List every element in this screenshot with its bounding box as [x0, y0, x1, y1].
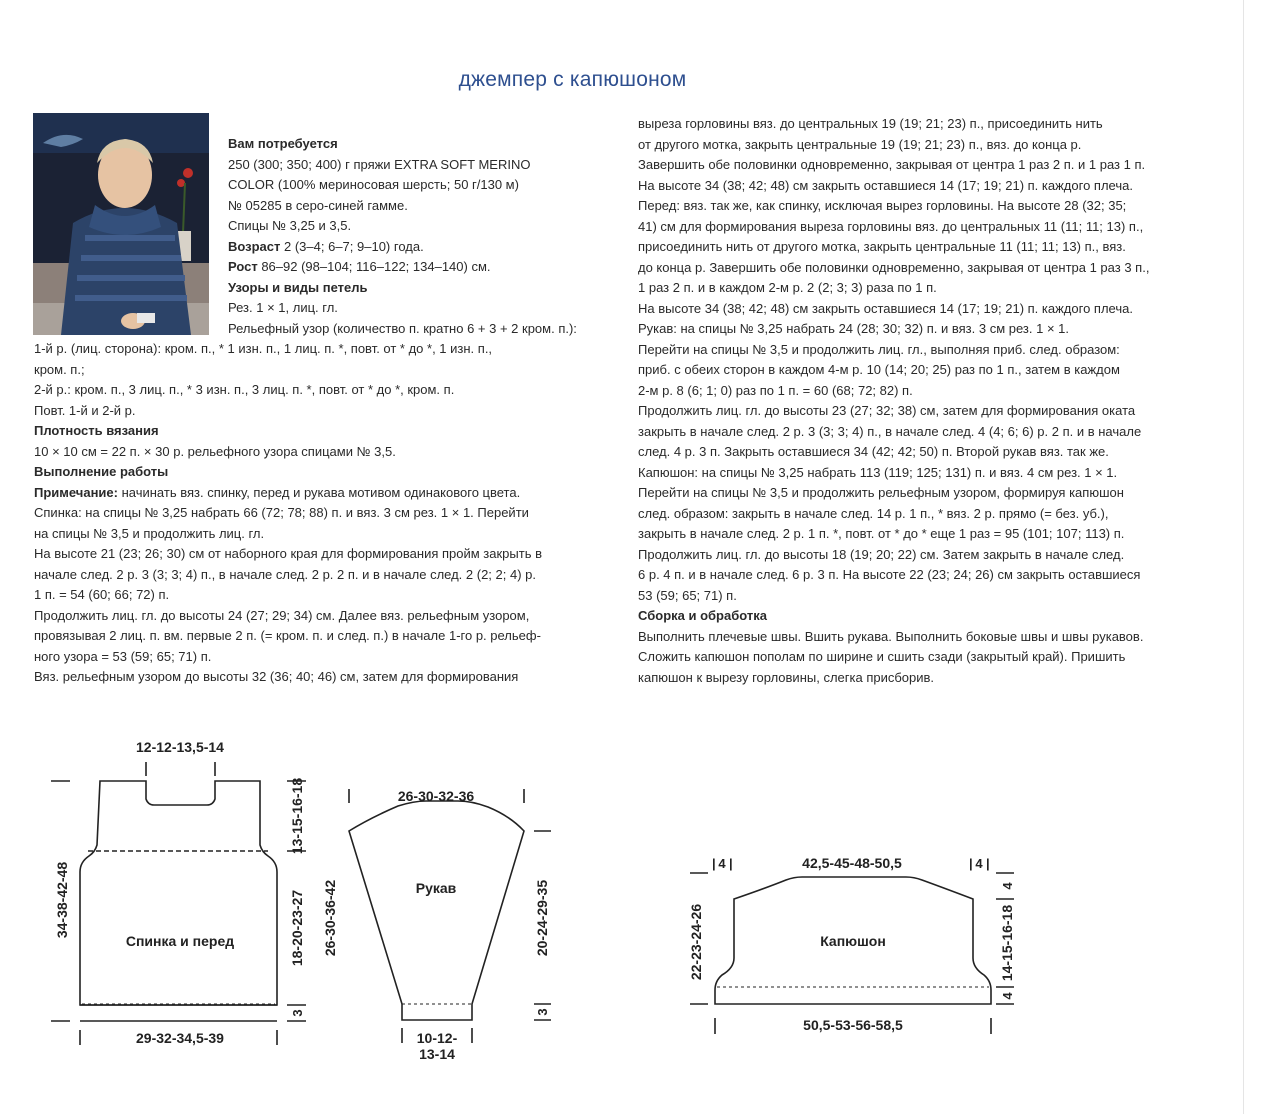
body-armhole-height: 13-15-16-18 — [289, 777, 305, 855]
right-col-line: 1 раз 2 п. и в каждом 2-м р. 2 (2; 3; 3) раза по 1 п. — [638, 280, 937, 295]
left-intro-line: Рез. 1 × 1, лиц. гл. — [228, 300, 338, 315]
section-heading: Сборка и обработка — [638, 608, 767, 623]
svg-text:|: | — [729, 856, 733, 871]
svg-text:|: | — [986, 856, 990, 871]
left-body-line: Спинка: на спицы № 3,25 набрать 66 (72; 78; 88) п. и вяз. 3 см рез. 1 × 1. Перейти — [34, 505, 529, 520]
left-body-line: 1-й р. (лиц. сторона): кром. п., * 1 изн. п., 1 лиц. п. *, повт. от * до *, 1 изн. п., — [34, 341, 493, 356]
right-col-line: закрыть в начале след. 2 р. 1 п. *, повт. от * до * еще 1 раз = 95 (101; 107; 113) п. — [638, 526, 1125, 541]
left-intro-line: Спицы № 3,25 и 3,5. — [228, 218, 352, 233]
hood-bottom-width: 50,5-53-56-58,5 — [803, 1017, 903, 1033]
left-body-line: На высоте 21 (23; 26; 30) см от наборного края для формирования пройм закрыть в — [34, 546, 542, 561]
right-col-line: Рукав: на спицы № 3,25 набрать 24 (28; 30; 32) п. и вяз. 3 см рез. 1 × 1. — [638, 321, 1069, 336]
right-col-line: Сложить капюшон пополам по ширине и сшить сзади (закрытый край). Пришить — [638, 649, 1126, 664]
model-photo — [33, 113, 209, 335]
right-col-line: капюшон к вырезу горловины, слегка присборив. — [638, 669, 935, 685]
right-col-line: 6 р. 4 п. и в начале след. 6 р. 3 п. На высоте 22 (23; 24; 26) см закрыть оставшиеся — [638, 567, 1141, 582]
body-side-height: 18-20-23-27 — [289, 889, 305, 967]
hood-side-height: 14-15-16-18 — [999, 904, 1015, 982]
hood-top-width: 42,5-45-48-50,5 — [802, 855, 902, 871]
line-text: 2 (3–4; 6–7; 9–10) года. — [280, 238, 424, 254]
body-total-height: 34-38-42-48 — [54, 861, 70, 939]
left-body-line: начале след. 2 р. 3 (3; 3; 4) п., в начале след. 2 р. 2 п. и в начале след. 2 (2; 2; 4) р. — [34, 566, 536, 582]
left-intro-line — [228, 237, 424, 257]
left-body-line: провязывая 2 лиц. п. вм. первые 2 п. (= кром. п. и след. п.) в начале 1-го р. рельеф- — [34, 628, 541, 643]
line-text: 86–92 (98–104; 116–122; 134–140) см. — [257, 259, 491, 274]
hood-left-edge: 4 — [718, 856, 726, 871]
svg-text:|: | — [969, 856, 973, 871]
page-title: джемпер с капюшоном — [458, 68, 687, 91]
sleeve-top-width: 26-30-32-36 — [397, 788, 475, 804]
right-col-line: след. образом: закрыть в начале след. 14 р. 1 п., * вяз. 2 р. прямо (= без. уб.), — [638, 505, 1109, 521]
right-col-line: до конца р. Завершить обе половинки одновременно, закрывая от центра 1 раз 3 п., — [638, 259, 1150, 275]
right-col-line: выреза горловины вяз. до центральных 19 (19; 21; 23) п., присоединить нить — [638, 116, 1103, 131]
body-bottom-width: 29-32-34,5-39 — [136, 1030, 224, 1046]
hood-piece-name: Капюшон — [820, 933, 886, 949]
body-piece-name: Спинка и перед — [125, 933, 235, 949]
left-body-line: Вяз. рельефным узором до высоты 32 (36; 40; 46) см, затем для формирования — [34, 669, 519, 684]
body-rib-height: 3 — [290, 1009, 305, 1017]
right-col-line: от другого мотка, закрыть центральные 19 (19; 21; 23) п., вяз. до конца р. — [638, 136, 1082, 152]
right-col-line: 2-м р. 8 (6; 1; 0) раз по 1 п. = 60 (68; 72; 82) п. — [638, 382, 913, 398]
left-intro-line: № 05285 в серо-синей гамме. — [228, 197, 408, 213]
left-intro-line: Рельефный узор (количество п. кратно 6 + 3 + 2 кром. п.): — [228, 320, 577, 336]
left-body-line: 2-й р.: кром. п., 3 лиц. п., * 3 изн. п., 3 лиц. п. *, повт. от * до *, кром. п. — [34, 382, 455, 397]
right-col-line: Продолжить лиц. гл. до высоты 18 (19; 20; 22) см. Затем закрыть в начале след. — [638, 546, 1125, 562]
right-col-line: 41) см для формирования выреза горловины вяз. до центральных 11 (11; 11; 13) п., — [638, 218, 1144, 234]
left-intro-line: COLOR (100% мериносовая шерсть; 50 г/130 м) — [228, 177, 519, 192]
section-heading: Выполнение работы — [34, 464, 169, 479]
left-body-line: кром. п.; — [34, 361, 85, 377]
left-body-line: Повт. 1-й и 2-й р. — [34, 402, 136, 418]
right-col-line: Перейти на спицы № 3,5 и продолжить рельефным узором, формируя капюшон — [638, 485, 1124, 500]
right-col-line: след. 4 р. 3 п. Закрыть оставшиеся 34 (42; 42; 50) п. Второй рукав вяз. так же. — [638, 444, 1109, 459]
sleeve-piece-name: Рукав — [415, 880, 457, 896]
section-heading: Вам потребуется — [228, 136, 338, 151]
sleeve-side-height: 20-24-29-35 — [534, 879, 550, 957]
right-col-line: Перейти на спицы № 3,5 и продолжить лиц. гл., выполняя приб. след. образом: — [638, 341, 1120, 357]
sleeve-rib-height: 3 — [535, 1008, 550, 1016]
left-body-line: ного узора = 53 (59; 65; 71) п. — [34, 648, 212, 664]
left-body-line: 10 × 10 см = 22 п. × 30 р. рельефного узора спицами № 3,5. — [34, 443, 396, 459]
left-body-line: на спицы № 3,5 и продолжить лиц. гл. — [34, 525, 265, 541]
hood-right-edge: 4 — [975, 856, 983, 871]
hood-total-height: 22-23-24-26 — [688, 903, 704, 981]
body-neck-width: 12-12-13,5-14 — [136, 739, 224, 755]
right-col-line: Продолжить лиц. гл. до высоты 23 (27; 32; 38) см, затем для формирования оката — [638, 403, 1136, 418]
hood-top-step: 4 — [1000, 882, 1015, 890]
svg-text:|: | — [712, 856, 716, 871]
left-body-line: Продолжить лиц. гл. до высоты 24 (27; 29; 34) см. Далее вяз. рельефным узором, — [34, 607, 530, 623]
sleeve-bottom-width-1: 10-12- — [416, 1030, 458, 1046]
sleeve-bottom-width-2: 13-14 — [419, 1046, 455, 1062]
right-col-line: Завершить обе половинки одновременно, закрывая от центра 1 раз 2 п. и 1 раз 1 п. — [638, 157, 1146, 172]
left-intro-line: 250 (300; 350; 400) г пряжи EXTRA SOFT MERINO — [228, 156, 531, 172]
left-body-line — [34, 483, 520, 503]
right-col-line: 53 (59; 65; 71) п. — [638, 587, 737, 603]
section-heading: Узоры и виды петель — [228, 279, 368, 295]
right-col-line: Капюшон: на спицы № 3,25 набрать 113 (119; 125; 131) п. и вяз. 4 см рез. 1 × 1. — [638, 464, 1118, 480]
right-col-line: приб. с обеих сторон в каждом 4-м р. 10 (14; 20; 25) раз по 1 п., затем в каждом — [638, 362, 1120, 377]
right-col-line: Выполнить плечевые швы. Вшить рукава. Выполнить боковые швы и швы рукавов. — [638, 628, 1144, 644]
pattern-schematics — [0, 700, 1274, 1114]
bold-lead: Примечание: — [34, 484, 118, 500]
section-heading: Плотность вязания — [34, 423, 159, 438]
hood-rib-height: 4 — [1000, 992, 1015, 1000]
right-col-line: закрыть в начале след. 2 р. 3 (3; 3; 4) п., в начале след. 4 (4; 6; 6) р. 2 п. и в начале — [638, 423, 1142, 439]
left-intro-line — [228, 257, 491, 277]
line-text: начинать вяз. спинку, перед и рукава мотивом одинакового цвета. — [117, 484, 521, 500]
sleeve-total-height: 26-30-36-42 — [322, 879, 338, 957]
bold-lead: Рост — [228, 259, 258, 274]
right-col-line: присоединить нить от другого мотка, закрыть центральные 11 (11; 11; 13) п., вяз. — [638, 239, 1126, 254]
bold-lead: Возраст — [228, 238, 281, 254]
right-col-line: Перед: вяз. так же, как спинку, исключая вырез горловины. На высоте 28 (32; 35; — [638, 198, 1127, 213]
left-body-line: 1 п. = 54 (60; 66; 72) п. — [34, 587, 170, 602]
right-col-line: На высоте 34 (38; 42; 48) см закрыть оставшиеся 14 (17; 19; 21) п. каждого плеча. — [638, 300, 1133, 316]
right-col-line: На высоте 34 (38; 42; 48) см закрыть оставшиеся 14 (17; 19; 21) п. каждого плеча. — [638, 177, 1133, 193]
